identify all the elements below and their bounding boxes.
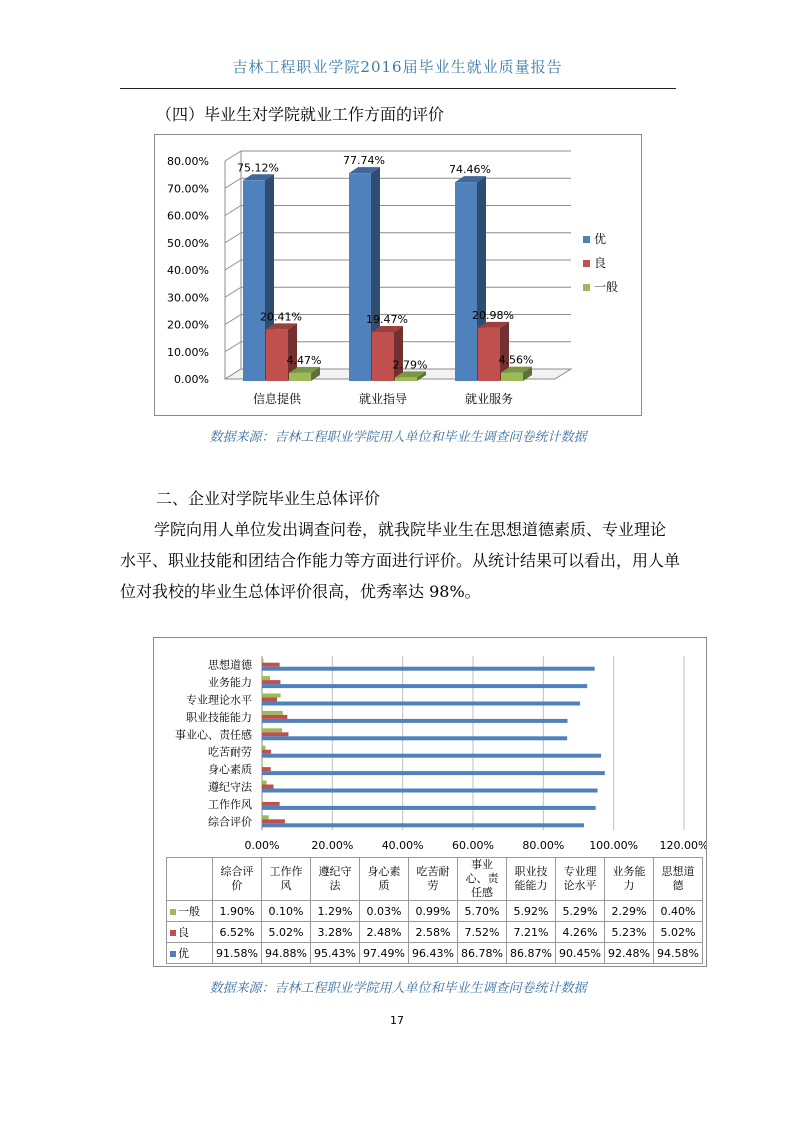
bar-良-身心素质 xyxy=(262,767,271,771)
bar-side xyxy=(394,326,403,381)
data-table xyxy=(166,857,703,964)
table-cell: 97.49% xyxy=(360,943,409,964)
legend-swatch xyxy=(170,951,176,957)
table-corner-cell xyxy=(167,858,213,901)
x-category-label: 就业指导 xyxy=(358,392,408,406)
bar-一般-身心素质 xyxy=(262,763,263,767)
data-label: 74.46% xyxy=(449,163,491,177)
table-header-cell: 工作作 风 xyxy=(262,858,311,901)
y-tick-label: 0.00% xyxy=(174,373,209,386)
bar-一般-职业技能能力 xyxy=(262,711,283,715)
y-category-label: 吃苦耐劳 xyxy=(208,745,252,759)
table-header-cell: 思想道 德 xyxy=(654,858,703,901)
table-cell: 6.52% xyxy=(213,922,262,943)
table-header-cell: 综合评 价 xyxy=(213,858,262,901)
y-tick-label: 20.00% xyxy=(167,318,209,332)
data-label: 75.12% xyxy=(237,161,279,175)
gridline-side xyxy=(225,206,241,216)
x-tick-label: 40.00% xyxy=(381,839,424,852)
paragraph-text: 学院向用人单位发出调查问卷，就我院毕业生在思想道德素质、专业理论水平、职业技能和团结合作能力等方面进行评价。从统计结果可以看出，用人单位对我校的毕业生总体评价很高，优秀率达 98%。 xyxy=(120,520,681,601)
data-label: 4.56% xyxy=(498,353,534,367)
y-category-label: 遵纪守法 xyxy=(208,780,252,794)
table-cell: 86.87% xyxy=(507,943,556,964)
bar-良-遵纪守法 xyxy=(262,785,274,789)
x-tick-label: 80.00% xyxy=(522,839,565,852)
table-header-cell: 职业技 能能力 xyxy=(507,858,556,901)
table-cell: 95.43% xyxy=(311,943,360,964)
gridline-side xyxy=(225,315,241,325)
legend-swatch xyxy=(170,930,176,936)
report-header: 吉林工程职业学院2016届毕业生就业质量报告 xyxy=(232,58,563,76)
x-tick-label: 60.00% xyxy=(452,839,494,852)
x-tick-label: 0.00% xyxy=(244,839,280,852)
legend-swatch-一般 xyxy=(583,284,590,291)
table-header-cell: 业务能 力 xyxy=(605,858,654,901)
bar-优-信息提供 xyxy=(243,180,265,381)
table-cell: 91.58% xyxy=(213,943,262,964)
table-cell: 94.88% xyxy=(262,943,311,964)
table-cell: 94.58% xyxy=(654,943,703,964)
table-header-row xyxy=(167,858,703,901)
table-row xyxy=(167,922,703,943)
y-category-label: 业务能力 xyxy=(208,676,252,690)
legend-label: 优 xyxy=(178,947,189,960)
y-tick-label: 40.00% xyxy=(167,264,209,277)
y-tick-label: 10.00% xyxy=(167,345,209,359)
table-header-cell: 专业理 论水平 xyxy=(556,858,605,901)
bar-良-就业服务 xyxy=(478,328,500,381)
chart2-svg xyxy=(154,638,706,858)
bar-良-吃苦耐劳 xyxy=(262,750,271,754)
table-cell: 86.78% xyxy=(458,943,507,964)
legend-swatch-优 xyxy=(583,236,590,243)
table-cell: 2.48% xyxy=(360,922,409,943)
y-tick-label: 30.00% xyxy=(167,291,209,305)
x-category-label: 信息提供 xyxy=(252,392,302,406)
bar-良-业务能力 xyxy=(262,680,280,684)
x-category-label: 就业服务 xyxy=(464,392,514,406)
legend-swatch xyxy=(170,909,176,915)
bar-一般-信息提供 xyxy=(289,373,311,381)
gridline-side xyxy=(225,342,241,352)
table-cell: 5.23% xyxy=(605,922,654,943)
bar-优-职业技能能力 xyxy=(262,719,567,723)
bar-优-身心素质 xyxy=(262,771,605,775)
bar-一般-就业服务 xyxy=(501,373,523,381)
data-source-2: 数据来源：吉林工程职业学院用人单位和毕业生调查问卷统计数据 xyxy=(209,981,587,996)
bar-优-思想道德 xyxy=(262,667,595,671)
data-label: 77.74% xyxy=(343,154,385,168)
table-cell: 5.70% xyxy=(458,901,507,922)
table-cell: 2.29% xyxy=(605,901,654,922)
bar-良-思想道德 xyxy=(262,663,280,667)
table-row-label xyxy=(167,943,213,964)
legend-label: 良 xyxy=(178,926,189,939)
page-number: 17 xyxy=(390,1014,404,1027)
gridline-side xyxy=(225,233,241,243)
chart1-svg xyxy=(155,135,641,415)
table-cell: 90.45% xyxy=(556,943,605,964)
bar-良-专业理论水平 xyxy=(262,698,277,702)
table-cell: 1.90% xyxy=(213,901,262,922)
table-cell: 5.02% xyxy=(654,922,703,943)
table-header-cell: 吃苦耐 劳 xyxy=(409,858,458,901)
gridline-side xyxy=(225,178,241,188)
bar-优-工作作风 xyxy=(262,806,596,810)
y-category-label: 思想道德 xyxy=(208,658,252,672)
data-label: 20.98% xyxy=(472,308,514,322)
table-cell: 5.92% xyxy=(507,901,556,922)
bar-优-吃苦耐劳 xyxy=(262,754,601,758)
y-category-label: 职业技能能力 xyxy=(186,710,252,724)
bar-一般-工作作风 xyxy=(262,798,263,802)
bar-优-专业理论水平 xyxy=(262,702,580,706)
bar-良-工作作风 xyxy=(262,802,280,806)
bar-一般-专业理论水平 xyxy=(262,694,281,698)
legend-label: 一般 xyxy=(594,280,619,294)
bar-一般-吃苦耐劳 xyxy=(262,746,265,750)
y-category-label: 专业理论水平 xyxy=(186,693,252,707)
y-category-label: 综合评价 xyxy=(208,815,252,829)
y-tick-label: 80.00% xyxy=(167,155,209,168)
table-row xyxy=(167,901,703,922)
table-cell: 0.40% xyxy=(654,901,703,922)
table-row-label xyxy=(167,901,213,922)
bar-优-就业服务 xyxy=(455,182,477,381)
gridline-side xyxy=(225,260,241,270)
bar-良-职业技能能力 xyxy=(262,715,287,719)
legend-label: 优 xyxy=(594,232,607,246)
table-header-cell: 遵纪守 法 xyxy=(311,858,360,901)
table-cell: 0.03% xyxy=(360,901,409,922)
y-tick-label: 50.00% xyxy=(167,236,209,250)
bar-一般-综合评价 xyxy=(262,815,269,819)
bar-一般-业务能力 xyxy=(262,676,270,680)
table-row-label xyxy=(167,922,213,943)
data-source-1: 数据来源：吉林工程职业学院用人单位和毕业生调查问卷统计数据 xyxy=(209,430,587,445)
header-rule xyxy=(120,88,676,89)
data-label: 19.47% xyxy=(366,312,408,326)
bar-优-业务能力 xyxy=(262,684,587,688)
table-cell: 96.43% xyxy=(409,943,458,964)
x-tick-label: 120.00% xyxy=(659,839,706,852)
bar-优-遵纪守法 xyxy=(262,789,598,793)
table-cell: 7.52% xyxy=(458,922,507,943)
bar-一般-事业心、责任感 xyxy=(262,728,282,732)
x-tick-label: 100.00% xyxy=(589,839,639,852)
gridline-side xyxy=(225,151,241,161)
bar-良-信息提供 xyxy=(266,329,288,381)
section-4-title: （四）毕业生对学院就业工作方面的评价 xyxy=(156,105,445,124)
table-cell: 5.29% xyxy=(556,901,605,922)
table-cell: 0.99% xyxy=(409,901,458,922)
section-2-paragraph xyxy=(120,514,680,607)
gridline-side xyxy=(225,287,241,297)
table-cell: 1.29% xyxy=(311,901,360,922)
y-category-label: 工作作风 xyxy=(208,797,252,811)
bar-优-综合评价 xyxy=(262,823,584,827)
data-label: 4.47% xyxy=(286,353,322,367)
bar-一般-遵纪守法 xyxy=(262,781,267,785)
y-tick-label: 60.00% xyxy=(167,209,209,223)
table-header-cell: 事业 心、责 任感 xyxy=(458,858,507,901)
table-row xyxy=(167,943,703,964)
x-tick-label: 20.00% xyxy=(311,839,354,852)
y-category-label: 事业心、责任感 xyxy=(175,728,252,742)
data-label: 2.79% xyxy=(392,358,428,372)
legend-swatch-良 xyxy=(583,260,590,267)
bar-优-就业指导 xyxy=(349,173,371,381)
legend-label: 一般 xyxy=(178,905,200,918)
bar-良-事业心、责任感 xyxy=(262,732,288,736)
table-cell: 5.02% xyxy=(262,922,311,943)
table-cell: 0.10% xyxy=(262,901,311,922)
table-header-cell: 身心素 质 xyxy=(360,858,409,901)
y-tick-label: 70.00% xyxy=(167,182,209,196)
legend-label: 良 xyxy=(594,256,607,270)
table-cell: 7.21% xyxy=(507,922,556,943)
bar-一般-思想道德 xyxy=(262,659,263,663)
chart1-frame xyxy=(154,134,642,416)
section-2-title: 二、企业对学院毕业生总体评价 xyxy=(156,489,381,508)
table-cell: 3.28% xyxy=(311,922,360,943)
bar-良-就业指导 xyxy=(372,332,394,381)
table-cell: 92.48% xyxy=(605,943,654,964)
data-label: 20.41% xyxy=(260,310,302,324)
bar-一般-就业指导 xyxy=(395,377,417,381)
table-cell: 2.58% xyxy=(409,922,458,943)
y-category-label: 身心素质 xyxy=(208,763,252,777)
table-cell: 4.26% xyxy=(556,922,605,943)
bar-良-综合评价 xyxy=(262,819,285,823)
bar-优-事业心、责任感 xyxy=(262,736,567,740)
